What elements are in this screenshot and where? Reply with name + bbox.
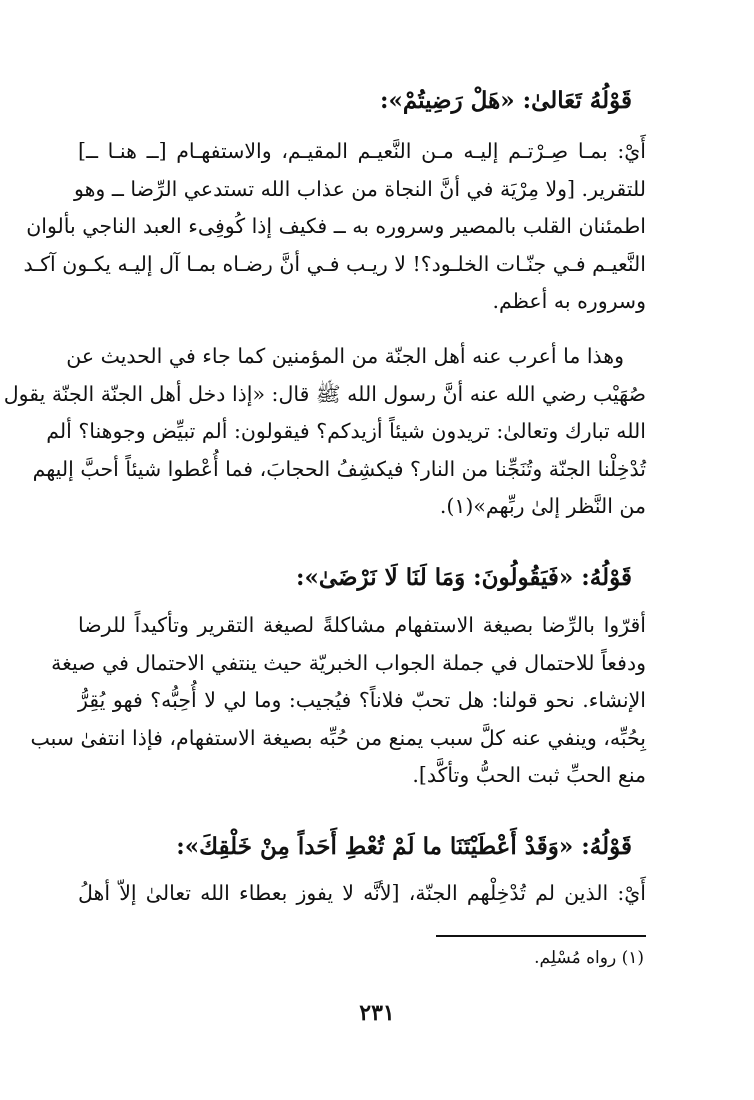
section-heading-2: قَوْلُهُ: «فَيَقُولُونَ: وَمَا لَنَا لَا نَرْضَىٰ»:: [295, 564, 632, 591]
section-heading-1: قَوْلُهُ تَعَالىٰ: «هَلْ رَضِيتُمْ»:: [379, 87, 632, 114]
text-line: منع الحبِّ ثبت الحبُّ وتأكَّد].: [412, 763, 646, 787]
paragraph-3: [30, 607, 646, 795]
text-line: أقرّوا بالرِّضا بصيغة الاستفهام مشاكلةً لصيغة التقرير وتأكيداً للرضا: [78, 613, 646, 637]
page-number: ٢٣١: [359, 1000, 395, 1026]
text-line: أَيْ: الذين لم تُدْخِلْهم الجنّة، [لأنَّه لا يفوز بعطاء الله تعالىٰ إلاّ أهلُ: [78, 881, 646, 905]
text-line: أَيْ: بمـا صِـرْتـم إليـه مـن النَّعيـم المقيـم، والاستفهـام [ــ هنـا ــ]: [78, 139, 646, 163]
text-line: للتقرير. [ولا مِرْيَة في أنَّ النجاة من عذاب الله تستدعي الرِّضا ــ وهو: [74, 176, 646, 201]
section-heading-3: قَوْلُهُ: «وَقَدْ أَعْطَيْتَنَا ما لَمْ تُعْطِ أَحَداً مِنْ خَلْقِكَ»:: [176, 833, 632, 860]
text-line: اطمئنان القلب بالمصير وسروره به ــ فكيف إذا كُوفِىء العبد الناجي بألوان: [26, 214, 646, 238]
text-line: وهذا ما أعرب عنه أهل الجنّة من المؤمنين كما جاء في الحديث عن: [66, 344, 624, 368]
text-line: تُدْخِلْنا الجنّة وتُنَجِّنا من النار؟ فيكشِفُ الحجابَ، فما أُعْطوا شيئاً أحبَّ إليهم: [32, 456, 646, 481]
text-line: صُهَيْب رضي الله عنه أنَّ رسول الله ﷺ قال: «إذا دخل أهل الجنّة الجنّة يقول: [3, 381, 646, 406]
paragraph-2: [3, 338, 646, 526]
paragraph-4: [78, 875, 646, 913]
footnote: (١) رواه مُسْلِم.: [534, 948, 644, 968]
text-line: من النَّظر إلىٰ ربِّهم»(١).: [439, 494, 646, 518]
text-line: وسروره به أعظم.: [492, 289, 646, 313]
text-line: ودفعاً للاحتمال في جملة الجواب الخبريّة حيث ينتفي الاحتمال في صيغة: [51, 650, 646, 675]
text-line: الله تبارك وتعالىٰ: تريدون شيئاً أزيدكم؟ فيقولون: ألم تبيِّض وجوهنا؟ ألم: [46, 419, 646, 443]
footnote-divider: [436, 935, 646, 937]
paragraph-1: [23, 133, 646, 321]
text-line: النَّعيـم فـي جنّـات الخلـود؟! لا ريـب فـي أنَّ رضـاه بمـا آل إليـه يكـون آكـد: [23, 251, 646, 276]
text-line: بِحُبِّه، وينفي عنه كلَّ سبب يمنع من حُبِّه بصيغة الاستفهام، فإذا انتفىٰ سبب: [30, 725, 646, 750]
text-line: الإنشاء. نحو قولنا: هل تحبّ فلاناً؟ فيُجيب: وما لي لا أُحِبُّه؟ فهو يُقِرُّ: [78, 688, 646, 712]
